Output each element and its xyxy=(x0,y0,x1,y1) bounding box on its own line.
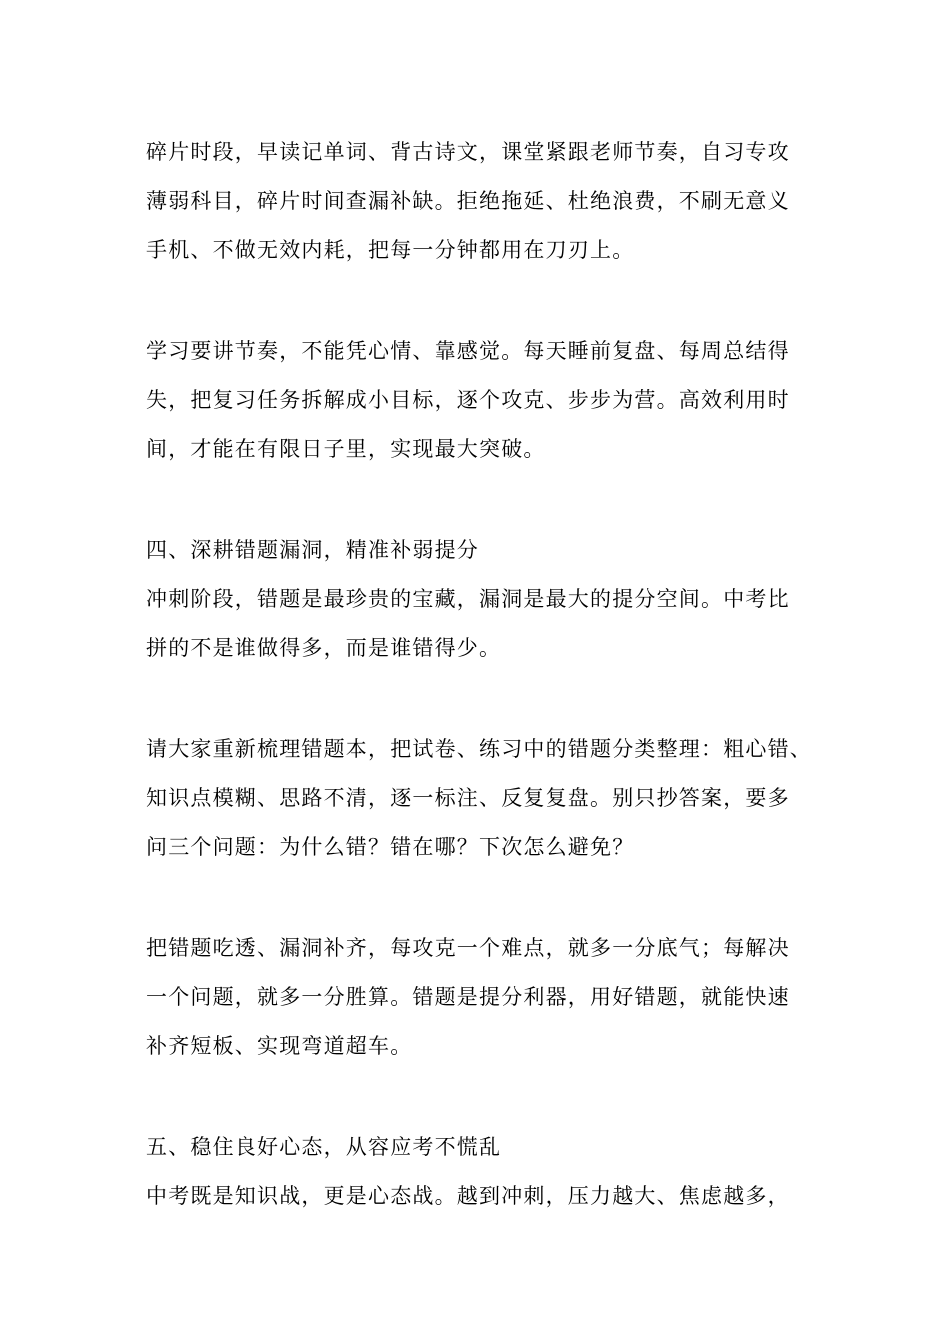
paragraph-line: 碎片时段，早读记单词、背古诗文，课堂紧跟老师节奏，自习专攻 xyxy=(146,140,790,164)
paragraph-line: 冲刺阶段，错题是最珍贵的宝藏，漏洞是最大的提分空间。中考比 xyxy=(146,587,790,611)
paragraph-line: 中考既是知识战，更是心态战。越到冲刺，压力越大、焦虑越多， xyxy=(146,1184,790,1208)
paragraph-line: 手机、不做无效内耗，把每一分钟都用在刀刃上。 xyxy=(146,238,635,262)
paragraph-line: 失，把复习任务拆解成小目标，逐个攻克、步步为营。高效利用时 xyxy=(146,388,790,412)
paragraph-line: 问三个问题：为什么错？错在哪？下次怎么避免？ xyxy=(146,835,635,859)
paragraph-line: 学习要讲节奏，不能凭心情、靠感觉。每天睡前复盘、每周总结得 xyxy=(146,339,790,363)
paragraph-line: 拼的不是谁做得多，而是谁错得少。 xyxy=(146,636,502,660)
paragraph-line: 把错题吃透、漏洞补齐，每攻克一个难点，就多一分底气；每解决 xyxy=(146,936,790,960)
paragraph-line: 补齐短板、实现弯道超车。 xyxy=(146,1034,413,1058)
paragraph-line: 知识点模糊、思路不清，逐一标注、反复复盘。别只抄答案，要多 xyxy=(146,786,790,810)
section-heading: 四、深耕错题漏洞，精准补弱提分 xyxy=(146,538,479,562)
paragraph-line: 一个问题，就多一分胜算。错题是提分利器，用好错题，就能快速 xyxy=(146,985,790,1009)
section-heading: 五、稳住良好心态，从容应考不慌乱 xyxy=(146,1135,502,1159)
paragraph-line: 请大家重新梳理错题本，把试卷、练习中的错题分类整理：粗心错、 xyxy=(146,737,812,761)
paragraph-line: 间，才能在有限日子里，实现最大突破。 xyxy=(146,437,546,461)
paragraph-line: 薄弱科目，碎片时间查漏补缺。拒绝拖延、杜绝浪费，不刷无意义 xyxy=(146,189,790,213)
